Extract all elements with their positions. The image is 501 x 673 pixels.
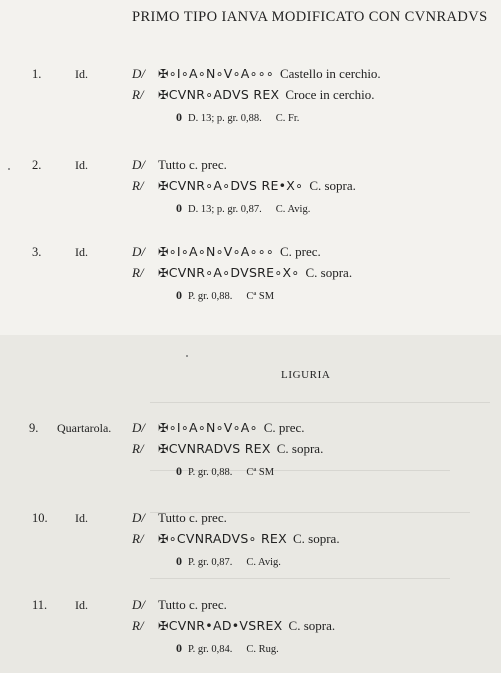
reverse-symbol: R/: [132, 87, 144, 102]
entry-number: 2.: [32, 158, 42, 172]
metal-symbol: 0: [176, 464, 182, 478]
reverse-description: C. sopra.: [276, 441, 324, 456]
reverse-description: C. sopra.: [293, 531, 340, 546]
obverse-symbol: D/: [132, 420, 145, 435]
weight-info: P. gr. 0,87.: [188, 557, 233, 568]
entry-denomination: Id.: [75, 598, 88, 612]
metal-symbol: 0: [176, 641, 182, 655]
collection-name: C. Avig.: [246, 557, 281, 568]
obverse-inscription: ✠∘I∘A∘N∘V∘A∘: [158, 420, 258, 435]
obverse-symbol: D/: [132, 157, 145, 172]
reverse-line: [158, 618, 335, 634]
obverse-description: Castello in cerchio.: [279, 66, 381, 81]
entry-details: [176, 554, 281, 569]
reverse-symbol: R/: [132, 618, 144, 633]
weight-info: P. gr. 0,88.: [188, 467, 233, 478]
reverse-line: [158, 531, 340, 547]
weight-info: P. gr. 0,84.: [188, 644, 233, 655]
reverse-symbol: R/: [132, 531, 144, 546]
obverse-line: [158, 244, 321, 260]
obverse-symbol: D/: [132, 510, 145, 525]
entry-details: [176, 201, 310, 216]
obverse-inscription: ✠∘I∘A∘N∘V∘A∘∘∘: [158, 66, 274, 81]
obverse-inscription: ✠∘I∘A∘N∘V∘A∘∘∘: [158, 244, 274, 259]
obverse-description: C. prec.: [279, 244, 321, 259]
entry-denomination: Id.: [75, 158, 88, 172]
obverse-line: [158, 597, 227, 613]
reverse-inscription: ✠CVNRADVS REX: [158, 441, 271, 456]
speck: [8, 168, 10, 170]
entry-number: 10.: [32, 511, 48, 525]
obverse-line: [158, 420, 305, 436]
reverse-line: [158, 441, 323, 457]
page-title: PRIMO TIPO IANVA MODIFICATO CON CVNRADVS: [132, 9, 488, 25]
collection-name: Cª SM: [246, 467, 275, 478]
reverse-inscription: ✠CVNR∘A∘DVSRE∘X∘: [158, 265, 300, 280]
collection-name: C. Avig.: [275, 204, 311, 215]
reverse-inscription: ✠∘CVNRADVS∘ REX: [158, 531, 287, 546]
entry-number: 3.: [32, 245, 42, 259]
obverse-line: [158, 66, 381, 82]
obverse-description: Tutto c. prec.: [158, 510, 227, 525]
collection-name: C. Rug.: [246, 644, 279, 655]
speck: [186, 355, 188, 357]
entry-details: [176, 464, 274, 479]
section-heading: LIGURIA: [281, 369, 331, 381]
entry-number: 9.: [29, 421, 39, 435]
collection-name: Cª SM: [246, 291, 275, 302]
weight-info: D. 13; p. gr. 0,87.: [188, 204, 262, 215]
reverse-inscription: ✠CVNR•AD•VSREX: [158, 618, 283, 633]
bleed-through-line: [150, 402, 490, 403]
reverse-symbol: R/: [132, 441, 144, 456]
reverse-line: [158, 178, 356, 194]
reverse-inscription: ✠CVNR∘ADVS REX: [158, 87, 280, 102]
metal-symbol: 0: [176, 554, 182, 568]
reverse-description: C. sopra.: [305, 265, 353, 280]
reverse-description: Croce in cerchio.: [285, 87, 375, 102]
weight-info: P. gr. 0,88.: [188, 291, 233, 302]
obverse-description: Tutto c. prec.: [158, 597, 227, 612]
entry-denomination: Id.: [75, 67, 88, 81]
obverse-symbol: D/: [132, 244, 145, 259]
reverse-symbol: R/: [132, 178, 144, 193]
metal-symbol: 0: [176, 201, 182, 215]
entry-denomination: Id.: [75, 511, 88, 525]
obverse-description: C. prec.: [263, 420, 305, 435]
obverse-line: [158, 510, 227, 526]
entry-denomination: Id.: [75, 245, 88, 259]
obverse-symbol: D/: [132, 66, 145, 81]
entry-denomination: Quartarola.: [57, 421, 112, 435]
obverse-line: [158, 157, 227, 173]
entry-details: [176, 288, 274, 303]
entry-number: 1.: [32, 67, 42, 81]
metal-symbol: 0: [176, 288, 182, 302]
reverse-symbol: R/: [132, 265, 144, 280]
weight-info: D. 13; p. gr. 0,88.: [188, 113, 262, 124]
reverse-description: C. sopra.: [288, 618, 336, 633]
reverse-description: C. sopra.: [309, 178, 356, 193]
collection-name: C. Fr.: [275, 113, 300, 124]
entry-details: [176, 110, 299, 125]
bleed-through-line: [150, 578, 450, 579]
obverse-description: Tutto c. prec.: [158, 157, 227, 172]
entry-details: [176, 641, 279, 656]
metal-symbol: 0: [176, 110, 182, 124]
reverse-line: [158, 87, 375, 103]
entry-number: 11.: [32, 598, 48, 612]
reverse-inscription: ✠CVNR∘A∘DVS RE•X∘: [158, 178, 304, 193]
reverse-line: [158, 265, 352, 281]
obverse-symbol: D/: [132, 597, 145, 612]
